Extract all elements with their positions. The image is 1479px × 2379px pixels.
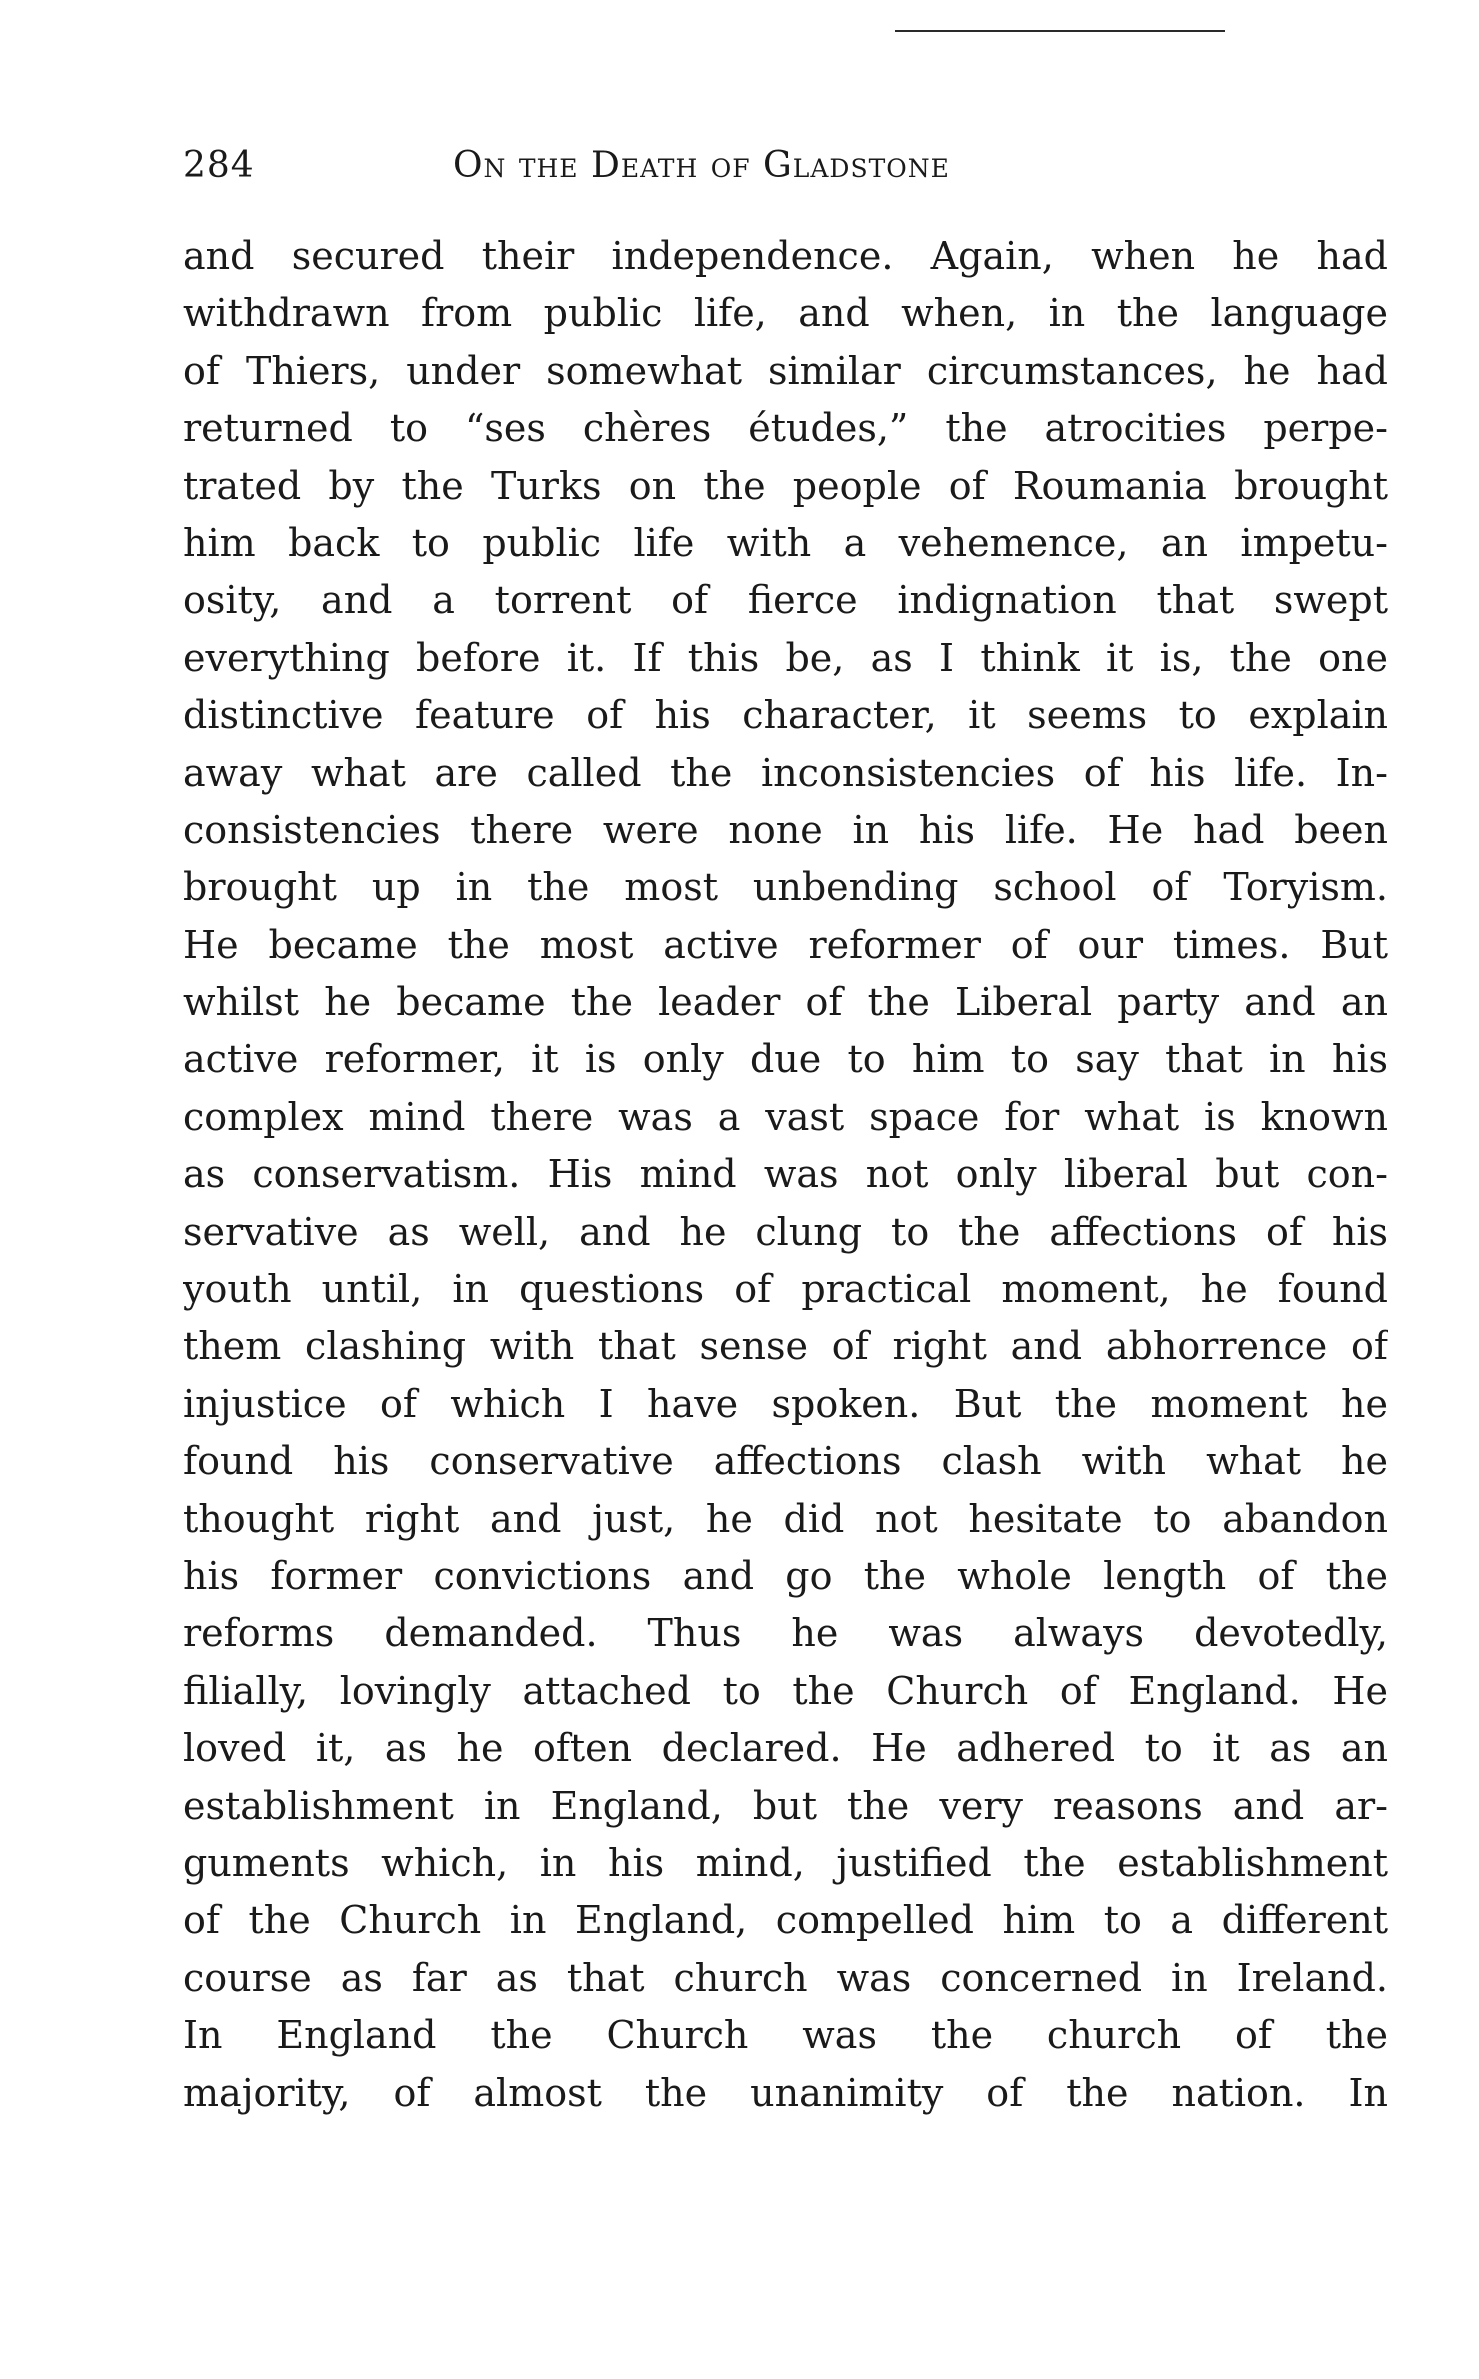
running-head — [183, 142, 1388, 190]
text-line: as conservatism. His mind was not only liberal but con- — [183, 1152, 1388, 1197]
text-line: him back to public life with a vehemence, an impetu- — [183, 520, 1388, 565]
text-line: course as far as that church was concerned in Ireland. — [183, 1955, 1388, 2000]
text-line: of Thiers, under somewhat similar circumstances, he had — [183, 348, 1388, 393]
text-line: withdrawn from public life, and when, in the language — [183, 291, 1388, 336]
text-line: everything before it. If this be, as I think it is, the one — [183, 635, 1388, 680]
text-line: brought up in the most unbending school of Toryism. — [183, 865, 1388, 910]
text-line: whilst he became the leader of the Liberal party and an — [183, 980, 1388, 1025]
text-line: servative as well, and he clung to the affections of his — [183, 1209, 1388, 1254]
text-line: trated by the Turks on the people of Roumania brought — [183, 463, 1388, 508]
text-line: majority, of almost the unanimity of the nation. In — [183, 2070, 1388, 2115]
text-line: found his conservative affections clash with what he — [183, 1439, 1388, 1484]
text-line: distinctive feature of his character, it seems to explain — [183, 693, 1388, 738]
text-line: complex mind there was a vast space for what is known — [183, 1094, 1388, 1139]
text-line: In England the Church was the church of the — [183, 2013, 1388, 2058]
text-line: consistencies there were none in his life. He had been — [183, 807, 1388, 852]
page-number: 284 — [183, 145, 255, 186]
text-line: them clashing with that sense of right and abhorrence of — [183, 1324, 1388, 1369]
top-rule — [895, 30, 1225, 32]
text-line: youth until, in questions of practical moment, he found — [183, 1267, 1388, 1312]
running-title: On the Death of Gladstone — [453, 145, 950, 186]
text-line: his former convictions and go the whole length of the — [183, 1553, 1388, 1598]
text-line: returned to “ses chères études,” the atrocities perpe- — [183, 406, 1388, 451]
text-line: active reformer, it is only due to him to say that in his — [183, 1037, 1388, 1082]
text-line: loved it, as he often declared. He adhered to it as an — [183, 1726, 1388, 1771]
body-text — [183, 228, 1388, 2122]
text-line: guments which, in his mind, justified the establishment — [183, 1840, 1388, 1885]
text-line: thought right and just, he did not hesitate to abandon — [183, 1496, 1388, 1541]
text-line: of the Church in England, compelled him to a different — [183, 1898, 1388, 1943]
text-line: away what are called the inconsistencies of his life. In- — [183, 750, 1388, 795]
text-line: He became the most active reformer of our times. But — [183, 922, 1388, 967]
text-line: osity, and a torrent of fierce indignation that swept — [183, 578, 1388, 623]
text-line: and secured their independence. Again, when he had — [183, 234, 1388, 278]
text-line: reforms demanded. Thus he was always devotedly, — [183, 1611, 1388, 1656]
text-line: filially, lovingly attached to the Church of England. He — [183, 1668, 1388, 1713]
text-line: establishment in England, but the very reasons and ar- — [183, 1783, 1388, 1828]
text-line: injustice of which I have spoken. But the moment he — [183, 1381, 1388, 1426]
